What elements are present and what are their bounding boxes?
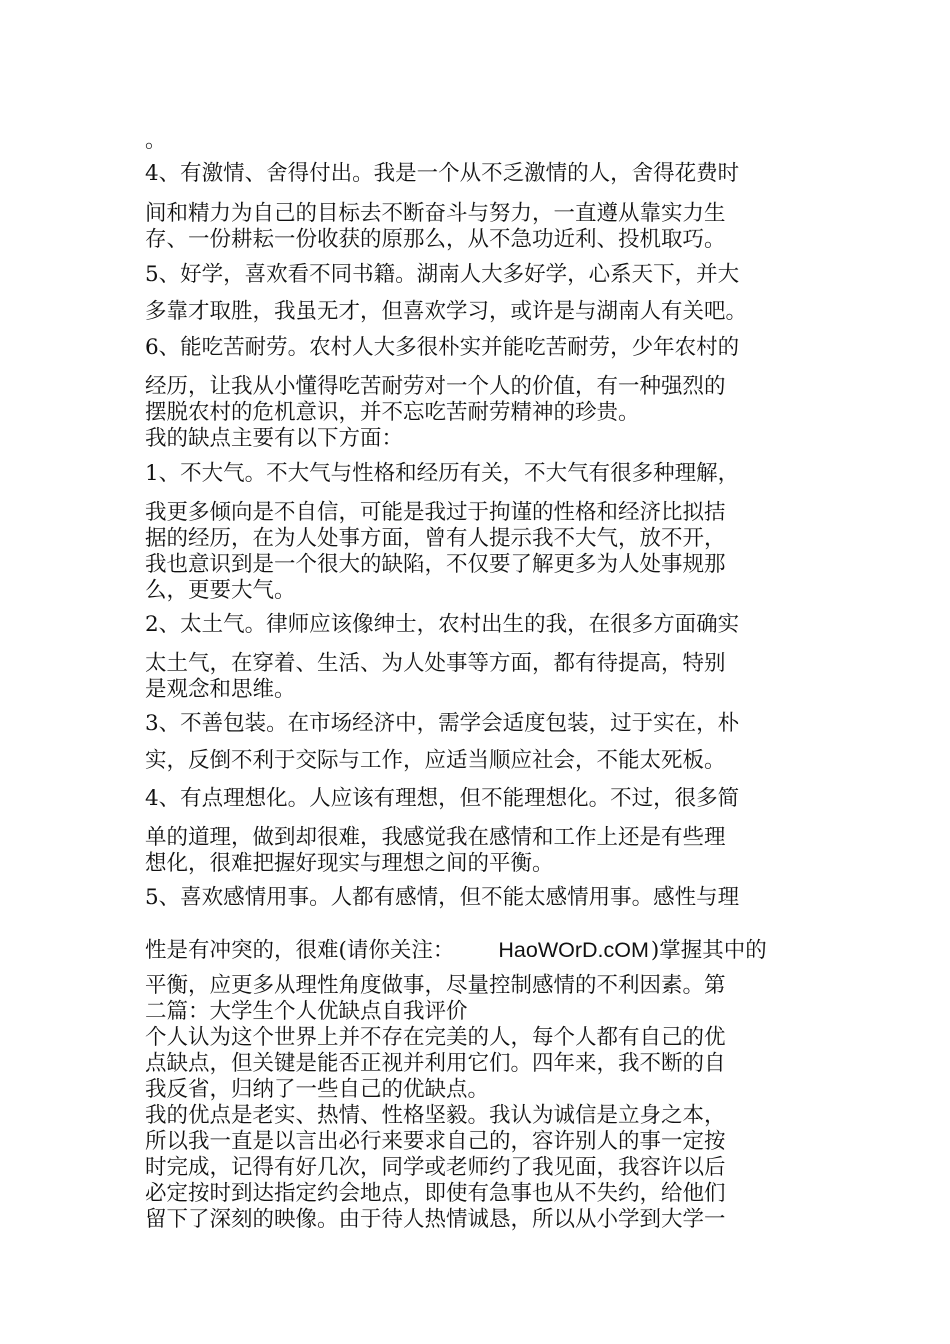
text-line: 所以我一直是以言出必行来要求自己的，容许别人的事一定按 bbox=[145, 1129, 726, 1154]
text-line: 存、一份耕耘一份收获的原那么，从不急功近利、投机取巧。 bbox=[145, 227, 726, 252]
text-line: 我的缺点主要有以下方面： bbox=[145, 426, 404, 451]
text-line: 时完成，记得有好几次，同学或老师约了我见面，我容许以后 bbox=[145, 1155, 726, 1180]
text-line: 2、太土气。律师应该像绅士，农村出生的我，在很多方面确实 bbox=[145, 612, 740, 637]
text-line: 1、不大气。不大气与性格和经历有关，不大气有很多种理解， bbox=[145, 461, 740, 486]
text-line: 单的道理，做到却很难，我感觉我在感情和工作上还是有些理 bbox=[145, 825, 726, 850]
text-line: 我的优点是老实、热情、性格坚毅。我认为诚信是立身之本， bbox=[145, 1103, 726, 1128]
text-line: 3、不善包装。在市场经济中，需学会适度包装，过于实在，朴 bbox=[145, 711, 740, 736]
text-line: 多靠才取胜，我虽无才，但喜欢学习，或许是与湖南人有关吧。 bbox=[145, 299, 748, 324]
text-line: 。 bbox=[145, 128, 167, 153]
text-line: 实，反倒不利于交际与工作，应适当顺应社会，不能太死板。 bbox=[145, 748, 726, 773]
text-segment: 性是有冲突的，很难(请你关注： bbox=[145, 938, 455, 963]
text-line: 我反省，归纳了一些自己的优缺点。 bbox=[145, 1077, 490, 1102]
text-line: 5、喜欢感情用事。人都有感情，但不能太感情用事。感性与理 bbox=[145, 885, 740, 910]
text-line: 么，更要大气。 bbox=[145, 578, 296, 603]
section-heading: 二篇：大学生个人优缺点自我评价 bbox=[145, 999, 468, 1024]
text-line: 据的经历，在为人处事方面，曾有人提示我不大气，放不开， bbox=[145, 526, 726, 551]
text-line: 我也意识到是一个很大的缺陷，不仅要了解更多为人处事规那 bbox=[145, 552, 726, 577]
text-line: 摆脱农村的危机意识，并不忘吃苦耐劳精神的珍贵。 bbox=[145, 400, 640, 425]
text-line: 想化，很难把握好现实与理想之间的平衡。 bbox=[145, 851, 554, 876]
text-line: 4、有点理想化。人应该有理想，但不能理想化。不过，很多简 bbox=[145, 786, 740, 811]
text-line: 平衡，应更多从理性角度做事，尽量控制感情的不利因素。第 bbox=[145, 973, 726, 998]
text-line: 经历，让我从小懂得吃苦耐劳对一个人的价值，有一种强烈的 bbox=[145, 374, 726, 399]
watermark-line bbox=[145, 937, 810, 964]
text-line: 是观念和思维。 bbox=[145, 677, 296, 702]
watermark-site: HaoWOrD.cOM bbox=[498, 938, 649, 962]
text-line: 5、好学，喜欢看不同书籍。湖南人大多好学，心系天下，并大 bbox=[145, 262, 740, 287]
text-line: 6、能吃苦耐劳。农村人大多很朴实并能吃苦耐劳，少年农村的 bbox=[145, 335, 740, 360]
text-line: 太土气，在穿着、生活、为人处事等方面，都有待提高，特别 bbox=[145, 651, 726, 676]
text-line: 个人认为这个世界上并不存在完美的人，每个人都有自己的优 bbox=[145, 1025, 726, 1050]
text-line: 留下了深刻的映像。由于待人热情诚恳，所以从小学到大学一 bbox=[145, 1207, 726, 1232]
text-line: 我更多倾向是不自信，可能是我过于拘谨的性格和经济比拟拮 bbox=[145, 500, 726, 525]
text-line: 点缺点，但关键是能否正视并利用它们。四年来，我不断的自 bbox=[145, 1051, 726, 1076]
text-segment: )掌握其中的 bbox=[650, 938, 767, 963]
text-line: 必定按时到达指定约会地点，即使有急事也从不失约，给他们 bbox=[145, 1181, 726, 1206]
text-line: 间和精力为自己的目标去不断奋斗与努力，一直遵从靠实力生 bbox=[145, 201, 726, 226]
text-line: 4、有激情、舍得付出。我是一个从不乏激情的人，舍得花费时 bbox=[145, 161, 740, 186]
